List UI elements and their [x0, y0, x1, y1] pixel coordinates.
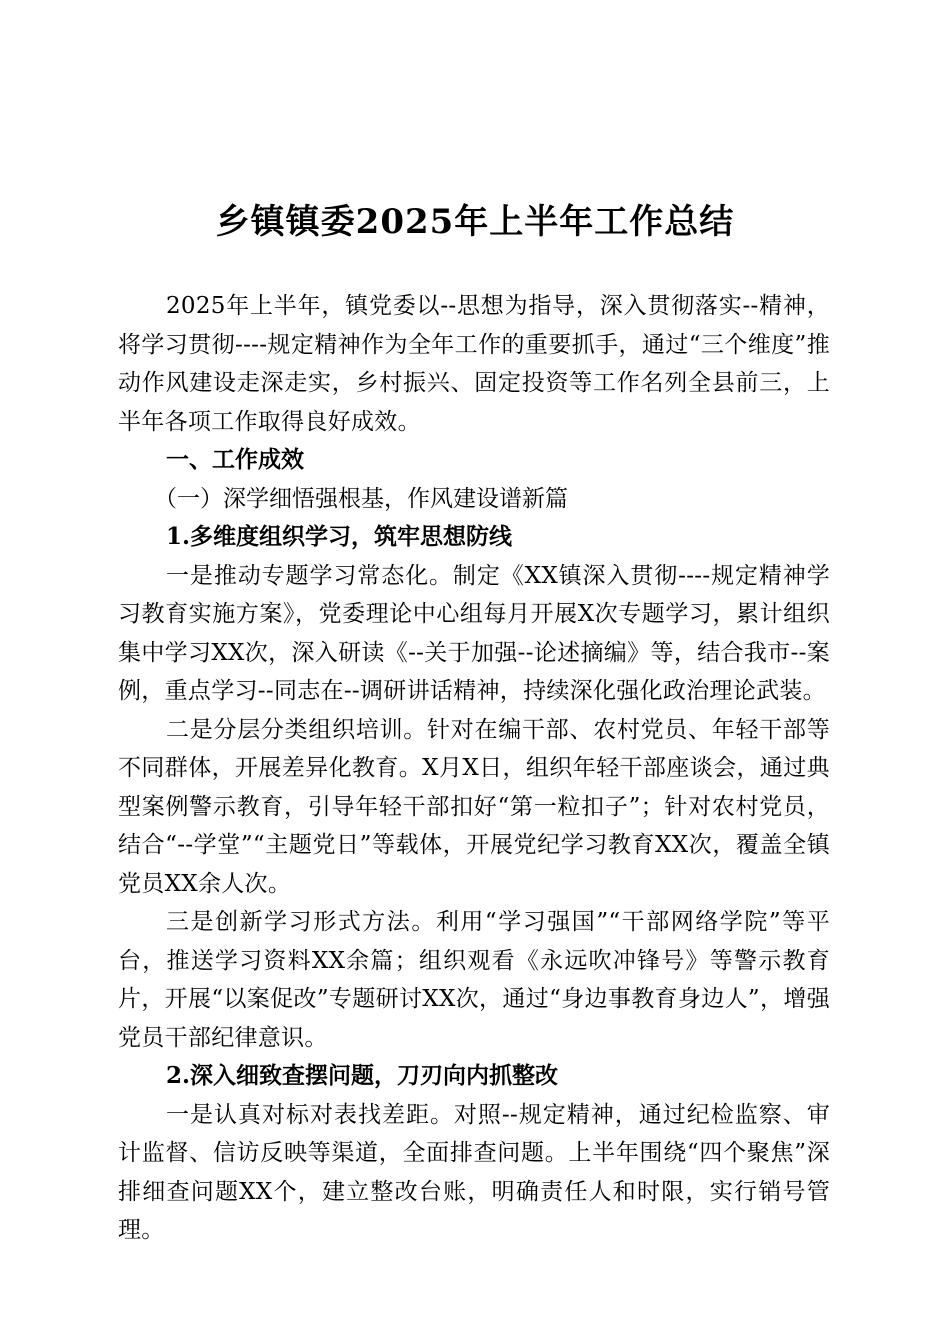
subsection-heading: （一）深学细悟强根基，作风建设谱新篇	[154, 485, 568, 512]
body-paragraph: 一是推动专题学习常态化。制定《XX镇深入贯彻----规定精神学习教育实施方案》，党委理论中心组每月开展X次专题学习，累计组织集中学习XX次，深入研读《--关于加强--论述摘编》等，结合我市--案例，重点学习--同志在--调研讲话精神，持续深化强化政治理论武装。	[118, 562, 830, 704]
document-body	[118, 287, 830, 1250]
document-title: 乡镇镇委2025年上半年工作总结	[215, 202, 735, 242]
section-heading: 一、工作成效	[166, 446, 304, 473]
item-heading: 1.多维度组织学习，筑牢思想防线	[166, 523, 513, 550]
body-paragraph: 三是创新学习形式方法。利用“学习强国”“干部网络学院”等平台，推送学习资料XX余篇；组织观看《永远吹冲锋号》等警示教育片，开展“以案促改”专题研讨XX次，通过“身边事教育身边人”，增强党员干部纪律意识。	[118, 909, 830, 1051]
item-heading: 2.深入细致查摆问题，刀刃向内抓整改	[166, 1062, 559, 1089]
intro-paragraph: 2025年上半年，镇党委以--思想为指导，深入贯彻落实--精神，将学习贯彻----规定精神作为全年工作的重要抓手，通过“三个维度”推动作风建设走深走实，乡村振兴、固定投资等工作名列全县前三，上半年各项工作取得良好成效。	[118, 293, 830, 435]
body-paragraph: 一是认真对标对表找差距。对照--规定精神，通过纪检监察、审计监督、信访反映等渠道，全面排查问题。上半年围绕“四个聚焦”深排细查问题XX个，建立整改台账，明确责任人和时限，实行销号管理。	[118, 1101, 830, 1243]
body-paragraph: 二是分层分类组织培训。针对在编干部、农村党员、年轻干部等不同群体，开展差异化教育。X月X日，组织年轻干部座谈会，通过典型案例警示教育，引导年轻干部扣好“第一粒扣子”；针对农村党员，结合“--学堂”“主题党日”等载体，开展党纪学习教育XX次，覆盖全镇党员XX余人次。	[118, 716, 830, 897]
